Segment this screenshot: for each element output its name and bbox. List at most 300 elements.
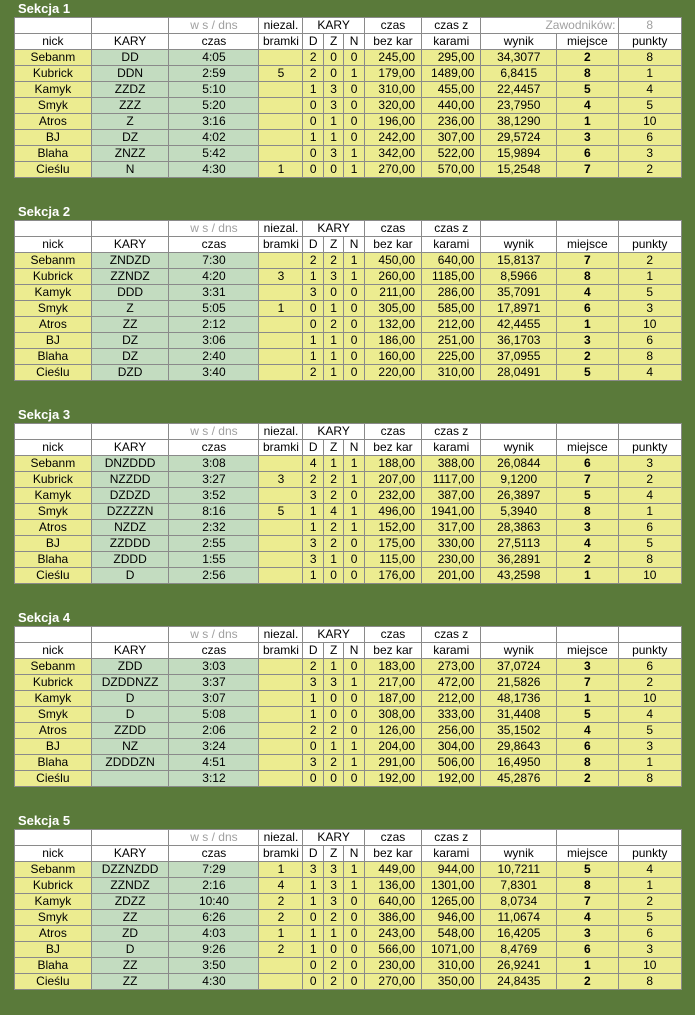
cell-wynik: 5,3940	[481, 504, 557, 520]
cell-czas-bez-kar: 160,00	[364, 349, 421, 365]
header-niezal: niezal.	[259, 221, 303, 237]
cell-wynik: 8,5966	[481, 269, 557, 285]
cell-czas-bez-kar: 207,00	[364, 472, 421, 488]
cell-czas: 3:40	[169, 365, 259, 381]
cell-nick: BJ	[15, 739, 92, 755]
table-row	[15, 894, 682, 910]
cell-z-count: 2	[323, 472, 343, 488]
table-row	[15, 488, 682, 504]
table-row	[15, 723, 682, 739]
cell-d-count: 1	[303, 82, 323, 98]
section-block	[14, 0, 682, 178]
cell-bramki: 2	[259, 894, 303, 910]
cell-d-count: 1	[303, 926, 323, 942]
table-row	[15, 50, 682, 66]
cell-n-count: 0	[344, 894, 364, 910]
cell-miejsce: 5	[557, 862, 618, 878]
section-title: Sekcja 4	[18, 610, 71, 625]
cell-n-count: 0	[344, 910, 364, 926]
cell-z-count: 0	[323, 771, 343, 787]
header-czas: czas	[169, 846, 259, 862]
header-czas: czas	[364, 221, 421, 237]
cell-wynik: 21,5826	[481, 675, 557, 691]
cell-d-count: 3	[303, 862, 323, 878]
header-row-1	[15, 221, 682, 237]
cell-czas: 2:59	[169, 66, 259, 82]
cell-miejsce: 6	[557, 942, 618, 958]
cell-punkty: 4	[618, 862, 682, 878]
header-wsdns: w s / dns	[169, 424, 259, 440]
cell-n-count: 1	[344, 269, 364, 285]
header-miejsce: miejsce	[557, 34, 618, 50]
cell-kary: NZZDD	[91, 472, 169, 488]
cell-kary: DD	[91, 50, 169, 66]
header-nick: nick	[15, 237, 92, 253]
cell-n-count: 1	[344, 253, 364, 269]
table-row	[15, 862, 682, 878]
cell-miejsce: 3	[557, 659, 618, 675]
cell-n-count: 0	[344, 771, 364, 787]
cell-n-count: 1	[344, 739, 364, 755]
cell-czas-z-karami: 522,00	[422, 146, 481, 162]
header-bezkar: bez kar	[364, 440, 421, 456]
cell-miejsce: 8	[557, 878, 618, 894]
table-row	[15, 66, 682, 82]
header-blank	[557, 830, 618, 846]
header-row-2	[15, 643, 682, 659]
cell-nick: Smyk	[15, 504, 92, 520]
cell-nick: Cieślu	[15, 365, 92, 381]
cell-n-count: 0	[344, 114, 364, 130]
header-wynik: wynik	[481, 440, 557, 456]
cell-punkty: 10	[618, 568, 682, 584]
cell-czas-bez-kar: 342,00	[364, 146, 421, 162]
header-bramki: bramki	[259, 643, 303, 659]
cell-miejsce: 4	[557, 723, 618, 739]
cell-czas-bez-kar: 640,00	[364, 894, 421, 910]
cell-wynik: 16,4950	[481, 755, 557, 771]
header-blank	[557, 424, 618, 440]
cell-kary: DDN	[91, 66, 169, 82]
cell-d-count: 3	[303, 285, 323, 301]
cell-czas-bez-kar: 232,00	[364, 488, 421, 504]
header-kary: KARY	[91, 34, 169, 50]
cell-d-count: 2	[303, 723, 323, 739]
cell-czas: 3:37	[169, 675, 259, 691]
table-row	[15, 552, 682, 568]
cell-czas-bez-kar: 496,00	[364, 504, 421, 520]
header-czas: czas	[169, 34, 259, 50]
cell-bramki: 3	[259, 269, 303, 285]
header-zawodnikow-count: 8	[618, 18, 682, 34]
cell-bramki	[259, 691, 303, 707]
cell-n-count: 0	[344, 488, 364, 504]
header-blank	[91, 221, 169, 237]
cell-wynik: 24,8435	[481, 974, 557, 990]
cell-n-count: 0	[344, 958, 364, 974]
cell-n-count: 0	[344, 536, 364, 552]
cell-bramki: 2	[259, 910, 303, 926]
header-n: N	[344, 237, 364, 253]
cell-n-count: 0	[344, 723, 364, 739]
cell-nick: Sebanm	[15, 50, 92, 66]
cell-miejsce: 8	[557, 755, 618, 771]
cell-kary: DZ	[91, 349, 169, 365]
cell-nick: Atros	[15, 317, 92, 333]
cell-czas-z-karami: 225,00	[422, 349, 481, 365]
cell-punkty: 4	[618, 707, 682, 723]
cell-czas-bez-kar: 386,00	[364, 910, 421, 926]
header-miejsce: miejsce	[557, 440, 618, 456]
cell-czas: 5:20	[169, 98, 259, 114]
header-czasz: czas z	[422, 221, 481, 237]
cell-czas-z-karami: 251,00	[422, 333, 481, 349]
table-row	[15, 253, 682, 269]
cell-bramki	[259, 974, 303, 990]
table-row	[15, 333, 682, 349]
header-punkty: punkty	[618, 237, 682, 253]
cell-wynik: 15,2548	[481, 162, 557, 178]
table-row	[15, 942, 682, 958]
cell-punkty: 2	[618, 253, 682, 269]
cell-punkty: 5	[618, 910, 682, 926]
cell-d-count: 0	[303, 98, 323, 114]
cell-czas: 2:56	[169, 568, 259, 584]
cell-czas-z-karami: 440,00	[422, 98, 481, 114]
cell-n-count: 0	[344, 349, 364, 365]
cell-czas-bez-kar: 196,00	[364, 114, 421, 130]
cell-d-count: 2	[303, 253, 323, 269]
cell-wynik: 8,0734	[481, 894, 557, 910]
cell-n-count: 0	[344, 82, 364, 98]
header-miejsce: miejsce	[557, 237, 618, 253]
section-table	[14, 423, 682, 584]
cell-punkty: 5	[618, 98, 682, 114]
cell-z-count: 3	[323, 862, 343, 878]
cell-bramki	[259, 98, 303, 114]
cell-czas: 7:30	[169, 253, 259, 269]
cell-czas-bez-kar: 179,00	[364, 66, 421, 82]
cell-n-count: 1	[344, 162, 364, 178]
cell-czas: 7:29	[169, 862, 259, 878]
cell-nick: Atros	[15, 520, 92, 536]
header-row-2	[15, 846, 682, 862]
cell-d-count: 3	[303, 536, 323, 552]
cell-miejsce: 1	[557, 568, 618, 584]
cell-nick: Sebanm	[15, 456, 92, 472]
header-czas: czas	[364, 424, 421, 440]
table-row	[15, 472, 682, 488]
header-czasz: czas z	[422, 830, 481, 846]
header-row-1	[15, 627, 682, 643]
cell-d-count: 1	[303, 878, 323, 894]
header-row-2	[15, 440, 682, 456]
table-row	[15, 114, 682, 130]
cell-czas: 2:12	[169, 317, 259, 333]
cell-punkty: 8	[618, 974, 682, 990]
cell-punkty: 10	[618, 691, 682, 707]
table-row	[15, 504, 682, 520]
header-bramki: bramki	[259, 846, 303, 862]
cell-wynik: 45,2876	[481, 771, 557, 787]
cell-czas-z-karami: 506,00	[422, 755, 481, 771]
cell-nick: Atros	[15, 114, 92, 130]
cell-z-count: 3	[323, 878, 343, 894]
cell-miejsce: 5	[557, 707, 618, 723]
cell-czas-bez-kar: 230,00	[364, 958, 421, 974]
cell-z-count: 3	[323, 98, 343, 114]
cell-kary: DZD	[91, 365, 169, 381]
cell-z-count: 1	[323, 456, 343, 472]
cell-nick: Cieślu	[15, 162, 92, 178]
cell-kary: Z	[91, 301, 169, 317]
cell-miejsce: 3	[557, 926, 618, 942]
cell-miejsce: 2	[557, 50, 618, 66]
header-nick: nick	[15, 643, 92, 659]
cell-punkty: 3	[618, 301, 682, 317]
header-kary-group: KARY	[303, 830, 364, 846]
cell-z-count: 3	[323, 146, 343, 162]
cell-d-count: 1	[303, 894, 323, 910]
cell-czas-z-karami: 1117,00	[422, 472, 481, 488]
header-wsdns: w s / dns	[169, 627, 259, 643]
table-row	[15, 707, 682, 723]
cell-nick: Kamyk	[15, 894, 92, 910]
table-row	[15, 755, 682, 771]
cell-miejsce: 5	[557, 488, 618, 504]
header-blank	[557, 627, 618, 643]
cell-czas: 5:42	[169, 146, 259, 162]
cell-d-count: 0	[303, 739, 323, 755]
cell-czas-z-karami: 350,00	[422, 974, 481, 990]
header-nick: nick	[15, 34, 92, 50]
header-blank	[481, 627, 557, 643]
table-row	[15, 974, 682, 990]
cell-z-count: 3	[323, 675, 343, 691]
header-blank	[91, 424, 169, 440]
cell-bramki	[259, 536, 303, 552]
cell-nick: Kamyk	[15, 285, 92, 301]
cell-n-count: 0	[344, 285, 364, 301]
header-karami: karami	[422, 440, 481, 456]
cell-czas-bez-kar: 270,00	[364, 162, 421, 178]
cell-nick: BJ	[15, 333, 92, 349]
cell-nick: Sebanm	[15, 253, 92, 269]
cell-punkty: 4	[618, 82, 682, 98]
cell-czas: 6:26	[169, 910, 259, 926]
cell-bramki: 1	[259, 301, 303, 317]
cell-czas-z-karami: 1071,00	[422, 942, 481, 958]
cell-z-count: 3	[323, 82, 343, 98]
cell-kary: D	[91, 691, 169, 707]
header-kary: KARY	[91, 440, 169, 456]
table-row	[15, 269, 682, 285]
cell-czas-bez-kar: 115,00	[364, 552, 421, 568]
cell-wynik: 36,1703	[481, 333, 557, 349]
header-nick: nick	[15, 440, 92, 456]
cell-czas-bez-kar: 175,00	[364, 536, 421, 552]
cell-kary: NZDZ	[91, 520, 169, 536]
header-n: N	[344, 643, 364, 659]
cell-czas: 4:05	[169, 50, 259, 66]
section-table	[14, 626, 682, 787]
cell-czas-bez-kar: 450,00	[364, 253, 421, 269]
cell-czas: 3:12	[169, 771, 259, 787]
header-blank	[481, 424, 557, 440]
cell-kary: N	[91, 162, 169, 178]
header-czas: czas	[364, 830, 421, 846]
cell-czas-z-karami: 212,00	[422, 691, 481, 707]
header-n: N	[344, 846, 364, 862]
cell-z-count: 2	[323, 723, 343, 739]
cell-punkty: 3	[618, 146, 682, 162]
cell-punkty: 6	[618, 333, 682, 349]
cell-d-count: 0	[303, 301, 323, 317]
cell-czas-bez-kar: 217,00	[364, 675, 421, 691]
table-row	[15, 958, 682, 974]
cell-bramki	[259, 755, 303, 771]
cell-n-count: 0	[344, 926, 364, 942]
cell-kary: DZ	[91, 130, 169, 146]
cell-czas-bez-kar: 270,00	[364, 974, 421, 990]
cell-punkty: 6	[618, 659, 682, 675]
cell-nick: Kamyk	[15, 691, 92, 707]
cell-wynik: 8,4769	[481, 942, 557, 958]
cell-kary: DZZNZDD	[91, 862, 169, 878]
cell-bramki	[259, 50, 303, 66]
cell-czas-bez-kar: 449,00	[364, 862, 421, 878]
cell-nick: Blaha	[15, 755, 92, 771]
cell-n-count: 1	[344, 472, 364, 488]
cell-czas-z-karami: 944,00	[422, 862, 481, 878]
cell-czas: 3:06	[169, 333, 259, 349]
cell-wynik: 11,0674	[481, 910, 557, 926]
header-d: D	[303, 846, 323, 862]
cell-miejsce: 2	[557, 974, 618, 990]
cell-wynik: 22,4457	[481, 82, 557, 98]
cell-bramki: 1	[259, 162, 303, 178]
cell-z-count: 0	[323, 942, 343, 958]
header-wsdns: w s / dns	[169, 830, 259, 846]
cell-bramki	[259, 520, 303, 536]
header-blank	[15, 830, 92, 846]
cell-kary: ZNZZ	[91, 146, 169, 162]
cell-kary: DZZZZN	[91, 504, 169, 520]
header-karami: karami	[422, 846, 481, 862]
cell-punkty: 1	[618, 755, 682, 771]
cell-czas: 5:08	[169, 707, 259, 723]
cell-miejsce: 8	[557, 269, 618, 285]
cell-czas: 3:03	[169, 659, 259, 675]
header-z: Z	[323, 34, 343, 50]
header-wynik: wynik	[481, 34, 557, 50]
cell-miejsce: 7	[557, 472, 618, 488]
cell-nick: Kamyk	[15, 488, 92, 504]
cell-punkty: 10	[618, 317, 682, 333]
cell-z-count: 2	[323, 317, 343, 333]
cell-punkty: 8	[618, 771, 682, 787]
cell-bramki: 1	[259, 926, 303, 942]
cell-z-count: 1	[323, 301, 343, 317]
header-blank	[91, 830, 169, 846]
cell-punkty: 4	[618, 488, 682, 504]
cell-czas-z-karami: 388,00	[422, 456, 481, 472]
cell-wynik: 38,1290	[481, 114, 557, 130]
table-row	[15, 659, 682, 675]
cell-czas-z-karami: 317,00	[422, 520, 481, 536]
cell-kary: ZD	[91, 926, 169, 942]
cell-miejsce: 4	[557, 285, 618, 301]
cell-bramki	[259, 552, 303, 568]
table-row	[15, 301, 682, 317]
cell-kary: ZNDZD	[91, 253, 169, 269]
cell-punkty: 2	[618, 894, 682, 910]
cell-miejsce: 3	[557, 130, 618, 146]
header-czas: czas	[169, 643, 259, 659]
cell-miejsce: 1	[557, 691, 618, 707]
cell-wynik: 43,2598	[481, 568, 557, 584]
cell-punkty: 6	[618, 520, 682, 536]
cell-wynik: 37,0955	[481, 349, 557, 365]
cell-n-count: 1	[344, 66, 364, 82]
cell-kary: ZDDDZN	[91, 755, 169, 771]
cell-d-count: 1	[303, 333, 323, 349]
cell-czas: 4:30	[169, 974, 259, 990]
cell-kary: ZDZZ	[91, 894, 169, 910]
cell-czas: 3:31	[169, 285, 259, 301]
cell-d-count: 0	[303, 114, 323, 130]
cell-d-count: 3	[303, 675, 323, 691]
cell-czas-bez-kar: 242,00	[364, 130, 421, 146]
table-row	[15, 285, 682, 301]
header-zawodnikow-label: Zawodników:	[481, 18, 618, 34]
cell-d-count: 1	[303, 707, 323, 723]
header-row-1	[15, 424, 682, 440]
cell-bramki: 2	[259, 942, 303, 958]
cell-wynik: 29,8643	[481, 739, 557, 755]
table-row	[15, 520, 682, 536]
cell-z-count: 1	[323, 349, 343, 365]
table-row	[15, 82, 682, 98]
section-block	[14, 812, 682, 990]
cell-kary: ZDDD	[91, 552, 169, 568]
cell-bramki: 1	[259, 862, 303, 878]
cell-kary: D	[91, 707, 169, 723]
cell-kary: ZDD	[91, 659, 169, 675]
cell-bramki: 4	[259, 878, 303, 894]
cell-nick: Smyk	[15, 910, 92, 926]
table-row	[15, 146, 682, 162]
cell-d-count: 1	[303, 691, 323, 707]
cell-czas-bez-kar: 183,00	[364, 659, 421, 675]
cell-n-count: 0	[344, 365, 364, 381]
cell-czas-z-karami: 1265,00	[422, 894, 481, 910]
cell-d-count: 0	[303, 771, 323, 787]
cell-n-count: 1	[344, 504, 364, 520]
header-karami: karami	[422, 237, 481, 253]
section-title: Sekcja 3	[18, 407, 71, 422]
cell-nick: Blaha	[15, 552, 92, 568]
cell-miejsce: 7	[557, 162, 618, 178]
cell-czas-z-karami: 570,00	[422, 162, 481, 178]
section-title: Sekcja 2	[18, 204, 71, 219]
header-bezkar: bez kar	[364, 643, 421, 659]
section-table	[14, 220, 682, 381]
cell-bramki	[259, 456, 303, 472]
cell-czas: 4:51	[169, 755, 259, 771]
table-row	[15, 98, 682, 114]
cell-kary: DZDZD	[91, 488, 169, 504]
